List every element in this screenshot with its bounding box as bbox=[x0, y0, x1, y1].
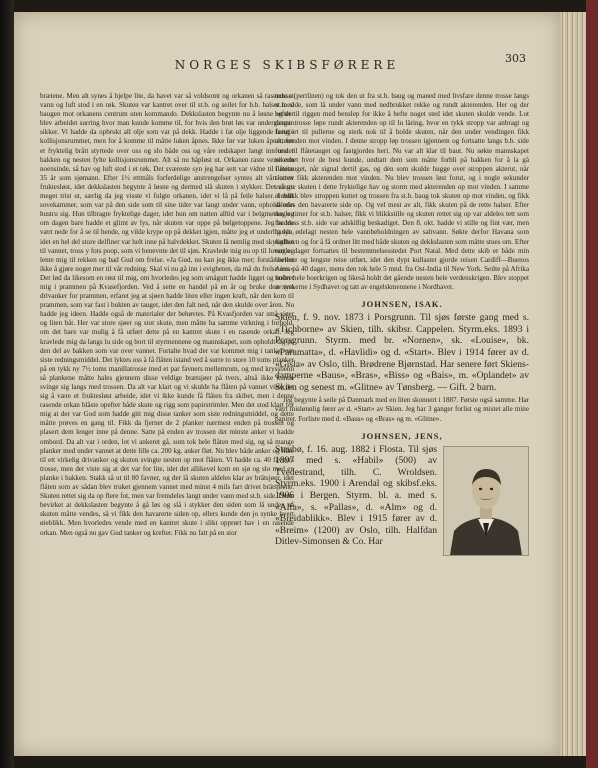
entry-body: Staubø, f. 16. aug. 1882 i Flosta. Til sjøs 1897 med s. «Habil» (500) av Tvedestrand, tilh. C. Wroldsen. Styrm.eks. 1900 i Arendal og skibsf.eks. 1906 i Bergen. Styrm. bl. a. med s. «Alfa», s. «Pallas», d. «Alm» og d. «Breidablikk». Blev i 1915 fører av d. «Breim» (1200) av Oslo, tilh. Halfdan Ditlev-Simonsen & Co. Har bbox=[275, 443, 437, 548]
entry-heading: JOHNSEN, ISAK. bbox=[361, 299, 443, 310]
left-column bbox=[40, 92, 294, 718]
book-page bbox=[14, 12, 560, 756]
entry-heading: JOHNSEN, JENS, bbox=[361, 430, 443, 441]
page-title: NORGES SKIBSFØRERE bbox=[174, 58, 400, 72]
book-binding bbox=[0, 0, 14, 768]
portrait-photo-icon bbox=[443, 446, 529, 556]
portrait-drawing bbox=[444, 447, 528, 555]
running-header bbox=[14, 54, 560, 73]
book-cover-edge bbox=[586, 0, 598, 768]
right-column bbox=[275, 92, 529, 742]
right-column-text: trosse (pertlinen) og tok den ut fra st.b. baug og maned med livsfare denne trosse langs st.b. side, som lå under vann med nedbrukket rekke og rundt akterenden. Her og der heftet til riggen med benslер for ikke å hefte noget sted idet skuten skulde vende. Lot denne trosse løpe rundt akterenden op til lu läring, hvor en tykk stropp var anbragt og fastgjort til pullerne og sterk nok til å holde skuten, når den under vendingen fikk akterenden mot vinden. I denne stropp løp trossen igjennem og fortsatte langs b.b. side forut til flåtetauget og fastgjordes heri. Nu var alt klar til baut. Nu søkte mannskapet nikerhet hvor de best kunde, undtatt dem som måtte forbli på bakken for å la gå flåtetauget, når signal dertil gas, og den som skulde hugge over stroppen akterut, når skuten fikk akterenden mot vinden. Nu blev trossen løst forut, og i nogle sekunder svingte skuten i dette fryktelige hav og storm med akterenden op mot vinden. I samme øieblikk blev stroppen kuttet og trossen fra st.b. baug tok skuten op mot vinden, og fikk således den havarerte side op. Og vel mest av alt, fikk skuten på de rette halser. Efter nogle timer for st.b. halser, fikk vi blikkstille og skuten rettet sig op var aldeles tett som før tross st.b. side var adskillig beskadiget. Den 8. okt. hadde vi stille og fint vær, men hadde ødelagt nesten hele vannbeholdningen av saltvann. Søkte derfor Havana som nødhavn og for å få ordnet litt med både skuten og dekkslasten som måtte stues om. Efter nogle dager fortsattes til bestemmelsesstedet Port Natal. Med dette skib er både min korteste og lengste reise utført, idet den dypt kullastet gjorde reisen Cardiff—Buenos Aires på 40 dager, mens den tok hele 5 mnd. fra Ost-India til New York. Seilte på Afrika under hele boerkrigen og likeså holdt det gående nesten hele verdenskrigen. Blev stoppet av tyskerne i Sydhavet og tatt av engelskmennene i Nordhavet. bbox=[275, 92, 529, 291]
entry-body: Skien, f. 9. nov. 1873 i Porsgrunn. Til sjøs første gang med s. «Tichborne» av Skien, tilh. skibsr. Cappelen. Styrm.eks. 1893 i Porsgrunn. Styrm. med br. «Nornen», sk. «Louise», bk. «Paramatta», d. «Havlidi» og d. «Start». Blev i 1914 fører av d. «Gisla» av Oslo, tilh. Brødrene Bjørnstad. Har senere ført Skiens-damperne «Baus», «Bras», «Biss» og «Bais», m. «Oplandet» av Skien og senest m. «Glitne» av Tønsberg. — Gift. 2 barn. bbox=[275, 312, 529, 393]
entry-note: Jeg begynte å seile på Danmark med en liten skonnert i 1887. Første også samme. Har vært mislønnlig fører av d. «Start» av Skien. Jeg har 3 ganger forlist og mistet alle mine papirer. Forliste med d. «Baus» og «Bras» og m. «Glitne». bbox=[275, 396, 529, 423]
entry-with-portrait bbox=[275, 444, 529, 548]
page-number: 303 bbox=[505, 52, 526, 65]
left-column-text: brætene. Men alt synes å hjelpe lite, da havet var så voldsomt og orkanen så rasende at vann og luft stod i en røk. Skuten var kantret over til st.b. og seilet for b.b. halser med baugen mot orkanens centrum uten kommando. Dekkslasten begynte nu å løsne og der blev arbeidet surring hvor man kunde komme til, for hvis den brøt løs var undergangen sikker. Vi hadde da opbrukt all olje som var på dekk. Hadde i fat olje liggende forut i kollisjonsrummet, men for å komme til måtte luken åpnes. Ikke før var luken åpnet, før et fryktelig brått styrtede over oss og slo både oss og våre redskaper langt inn under bakken og nesten fylte kollisjonsrummet. Alt så nu håpløst ut. Orkanen raste verre enn noensinde, så hav og luft stod i et røk. Det sværeste syn jeg har sett var vidne til i mine 35 år som sjømann. Efter 1½ ettmåls forferdelige anstrengelser syntes alt vårt strev fruktesløst, idet dekkslasten begynte å løsne og dermed slå skuten i stykker. Det så nu meget trist ut, særlig da jeg visste vi fulgte orkanen, idet vi lå på feile halser. I mitt sovekammer, som var på den side som til sine tider var langt under vann, opholdt min hustru sig. Hun tilbragte fryktelige dager, idet hun om natten alltid var i belgmørke, og om dagen bare hadde et glimt av lys, når skuten var oppe på bølgetoppene. Jeg hadde vært nede for å se til hende, og vilde krype op på dekket igjen, måtte jeg et underlig syn, idet en hel del store delfiner var helt inne på halvdekket. Skuten lå nemlig med skylightet til vannet, tross y fots poop, som vi benevnte det til sjøs. Kravlede mig nu op til luvart og lente mig til rekken og bad Gud om frelse. »Ja Gud, nu kan jeg ikke mer; forstår heller ikke å gjøre noget mer til vår redning. Skal vi nu gå inn i evigheten, da må du frelse oss.« Der lød da likesom en røst til mig, om hvorledes jeg som smågutt hadde ligget og boltret mig i prammen på Kvasefjorden. Ved å sette en handel på en år og bruke den som drivanker for prammen, erfaret jeg at sjøen hadde liten eller ingen kraft, når den kom til prammen, som var fast i bukten av tauget, idet den falt ned, når den skulde over åren. Nu hadde jeg ideen. Hadde også de materialer der behøvtes. På Kvasfjorden var små sjøer og liten båt. Her var store sjøer og stor skute, men måtte ha samme virkning i forhold, om det bare var mulig å få utført dette på en kantret skute i en rasende orkan. Jeg kravlede mig da langs lu side og bort til styrmennene og mannskapet, som opholdt sig på den del av bakken som var over vannet. Fortalte hvad der var kommet mig i tanker om siste redningsmiddel. Det lyktes oss å få flåten istand ved å surre to store 10 toms planker på en tykk ny 7½ toms manillatrosse med et par favners mellemrum, og med kryssbenn så plankene måtte hales gjennem disse veldige brætsjøer på tvers, altså ikke kunde svinge sig langs med trossen. Da alt var klart og vi skulde ha flåten på vannet viste det sig å være et fruktesløst arbeide, idet vi ikke kunde få flåten fra skibet, men i denne rasende orkan blåste opefter både skute og rigg som papirstrimler. Men det stod klart for mig at der var God som hadde gitt mig disse tanker som siste redningsmiddel, og dette måtte prøves en gang til. Fikk da fjernet de 2 planker nærmest enden på trossen og plasert dem lenger inne på denne. Satte på enden av trossen det minste anker vi hadde ombord. Da alt var i orden, lot vi ankeret gå, som tok hele flåten med sig, og så mange planker med under vannet at dette lille ca. 200 kg. anker fløt. Nu blev både anker og flåte til ett virkelig drivanker og skuten svingte nesten op mot flåten. Vi hadde ca. 40 favners trosse, men det viste sig at det var for lite, idet det allikevel kom en sjø og slo med en planke i bakken. Stakk så ut til 80 favner, og der lå skuten aldeles klar av brätsjøer, idet flåten som av sådan blev truket gjennem vannet med minst 4 mils fart drivet brätsjøene. Skuten rettet sig da op flere fot, men var fremdeles langt under vann med st.b. side. Dette bevirket at dekkslasten begynte å gå løs og slå i stykker den siden som lå under, så skuten måtte vendes, så vi fikk den havarerte siden op, ellers kunde den jo synke hvert øieblikk. Men hvorledes vende med en kantret skute i slikt opprørt hav i en rasende orkan. Men også nu gav Gud tanker og krefter. Fikk nu fatt på en stor bbox=[40, 92, 294, 537]
